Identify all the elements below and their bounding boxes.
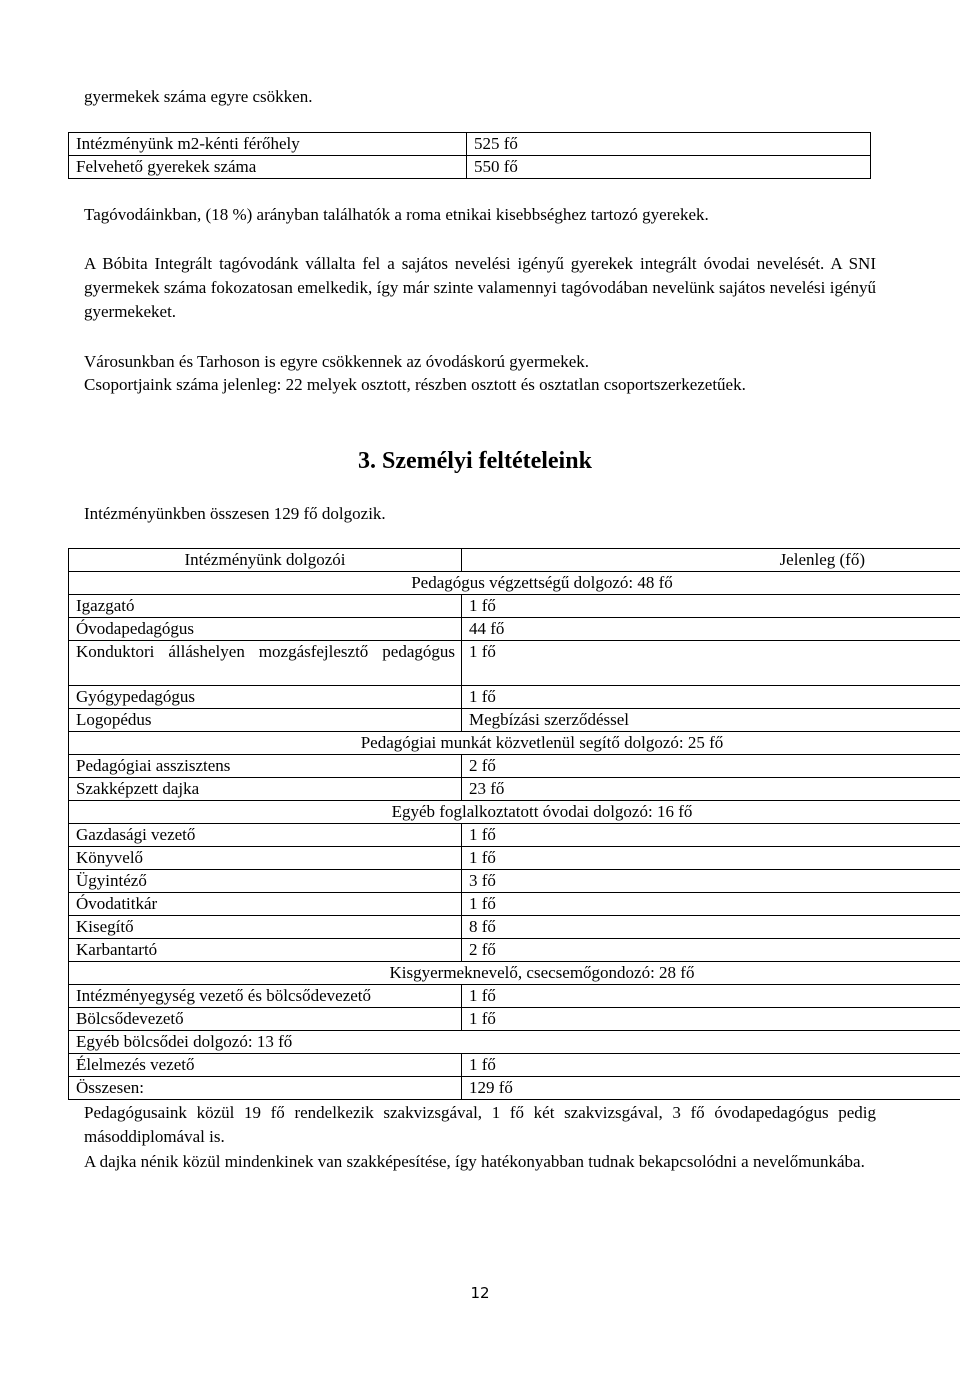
total-count: 129 fő: [462, 1077, 960, 1100]
staff-name: Gazdasági vezető: [69, 824, 462, 847]
group-row: [69, 572, 960, 595]
page-number: 12: [470, 1284, 490, 1302]
staff-name: Bölcsődevezető: [69, 1008, 462, 1031]
header-count: Jelenleg (fő): [462, 549, 960, 572]
bobita-paragraph: A Bóbita Integrált tagóvodánk vállalta fel a sajátos nevelési igényű gyerekek integrált óvodai nevelését. A SNI gyermekek száma fokozatosan emelkedik, így már szinte valamennyi tagóvodában nevelünk sajátos nevelési igényű gyermekeket.: [84, 254, 876, 321]
staff-name: Óvodapedagógus: [69, 618, 462, 641]
staff-count: 3 fő: [462, 870, 960, 893]
staff-count: 23 fő: [462, 778, 960, 801]
total-row: [69, 1077, 960, 1100]
pedagogus-paragraph: Pedagógusaink közül 19 fő rendelkezik szakvizsgával, 1 fő két szakvizsgával, 3 fő óvodapedagógus pedig másoddiplomával is.: [84, 1103, 876, 1146]
dajka-paragraph: A dajka nénik közül mindenkinek van szakképesítése, így hatékonyabban tudnak bekapcsolódni a nevelőmunkába.: [84, 1152, 865, 1171]
capacity-value: 525 fő: [467, 133, 871, 156]
group-row: [69, 801, 960, 824]
varos-paragraph: Városunkban és Tarhoson is egyre csökkennek az óvodáskorú gyermekek.: [84, 352, 590, 371]
staff-count: 1 fő: [462, 1008, 960, 1031]
capacity-label: Felvehető gyerekek száma: [69, 156, 467, 179]
staff-count: 44 fő: [462, 618, 960, 641]
table-row: [69, 893, 960, 916]
group-label: Egyéb foglalkoztatott óvodai dolgozó: 16 fő: [69, 801, 960, 824]
table-row: [69, 133, 871, 156]
staff-name: Kisegítő: [69, 916, 462, 939]
staff-name: Intézményegység vezető és bölcsődevezető: [69, 985, 462, 1008]
full-row-label: Egyéb bölcsődei dolgozó: 13 fő: [69, 1031, 960, 1054]
total-staff-text: Intézményünkben összesen 129 fő dolgozik.: [84, 504, 386, 523]
group-row: [69, 962, 960, 985]
staff-count: 1 fő: [462, 847, 960, 870]
full-row: [69, 1031, 960, 1054]
staff-name: Karbantartó: [69, 939, 462, 962]
group-label: Pedagógiai munkát közvetlenül segítő dolgozó: 25 fő: [69, 732, 960, 755]
staff-name: Logopédus: [69, 709, 462, 732]
table-header-row: [69, 549, 960, 572]
staff-name: Pedagógiai asszisztens: [69, 755, 462, 778]
capacity-table: [68, 132, 871, 179]
staff-name: Óvodatitkár: [69, 893, 462, 916]
staff-table: [68, 548, 960, 1100]
csoport-paragraph: Csoportjaink száma jelenleg: 22 melyek osztott, részben osztott és osztatlan csoportszerkezetűek.: [84, 375, 746, 394]
table-row: [69, 1054, 960, 1077]
staff-count: 1 fő: [462, 641, 960, 686]
table-row: [69, 709, 960, 732]
total-label: Összesen:: [69, 1077, 462, 1100]
capacity-label: Intézményünk m2-kénti férőhely: [69, 133, 467, 156]
staff-name: Élelmezés vezető: [69, 1054, 462, 1077]
roma-paragraph: Tagóvodáinkban, (18 %) arányban találhatók a roma etnikai kisebbséghez tartozó gyerekek.: [84, 205, 709, 224]
group-label: Kisgyermeknevelő, csecsemőgondozó: 28 fő: [69, 962, 960, 985]
staff-count: 1 fő: [462, 893, 960, 916]
staff-name: Konduktori álláshelyen mozgásfejlesztő pedagógus: [69, 641, 462, 686]
table-row: [69, 939, 960, 962]
staff-count: 2 fő: [462, 755, 960, 778]
table-row: [69, 847, 960, 870]
staff-count: 1 fő: [462, 595, 960, 618]
staff-count: 8 fő: [462, 916, 960, 939]
table-row: [69, 686, 960, 709]
table-row: [69, 916, 960, 939]
capacity-value: 550 fő: [467, 156, 871, 179]
table-row: [69, 985, 960, 1008]
header-staff: Intézményünk dolgozói: [69, 549, 462, 572]
table-row: [69, 641, 960, 686]
staff-name: Igazgató: [69, 595, 462, 618]
table-row: [69, 1008, 960, 1031]
table-row: [69, 824, 960, 847]
staff-count: 1 fő: [462, 686, 960, 709]
group-label: Pedagógus végzettségű dolgozó: 48 fő: [69, 572, 960, 595]
table-row: [69, 870, 960, 893]
table-row: [69, 778, 960, 801]
staff-count: 2 fő: [462, 939, 960, 962]
staff-name: Gyógypedagógus: [69, 686, 462, 709]
table-row: [69, 618, 960, 641]
staff-count: 1 fő: [462, 1054, 960, 1077]
staff-name: Szakképzett dajka: [69, 778, 462, 801]
intro-text: gyermekek száma egyre csökken.: [84, 87, 313, 106]
table-row: [69, 755, 960, 778]
staff-count: Megbízási szerződéssel: [462, 709, 960, 732]
table-row: [69, 595, 960, 618]
staff-name: Könyvelő: [69, 847, 462, 870]
staff-count: 1 fő: [462, 824, 960, 847]
group-row: [69, 732, 960, 755]
section-title: 3. Személyi feltételeink: [358, 448, 592, 474]
staff-name: Ügyintéző: [69, 870, 462, 893]
staff-count: 1 fő: [462, 985, 960, 1008]
table-row: [69, 156, 871, 179]
